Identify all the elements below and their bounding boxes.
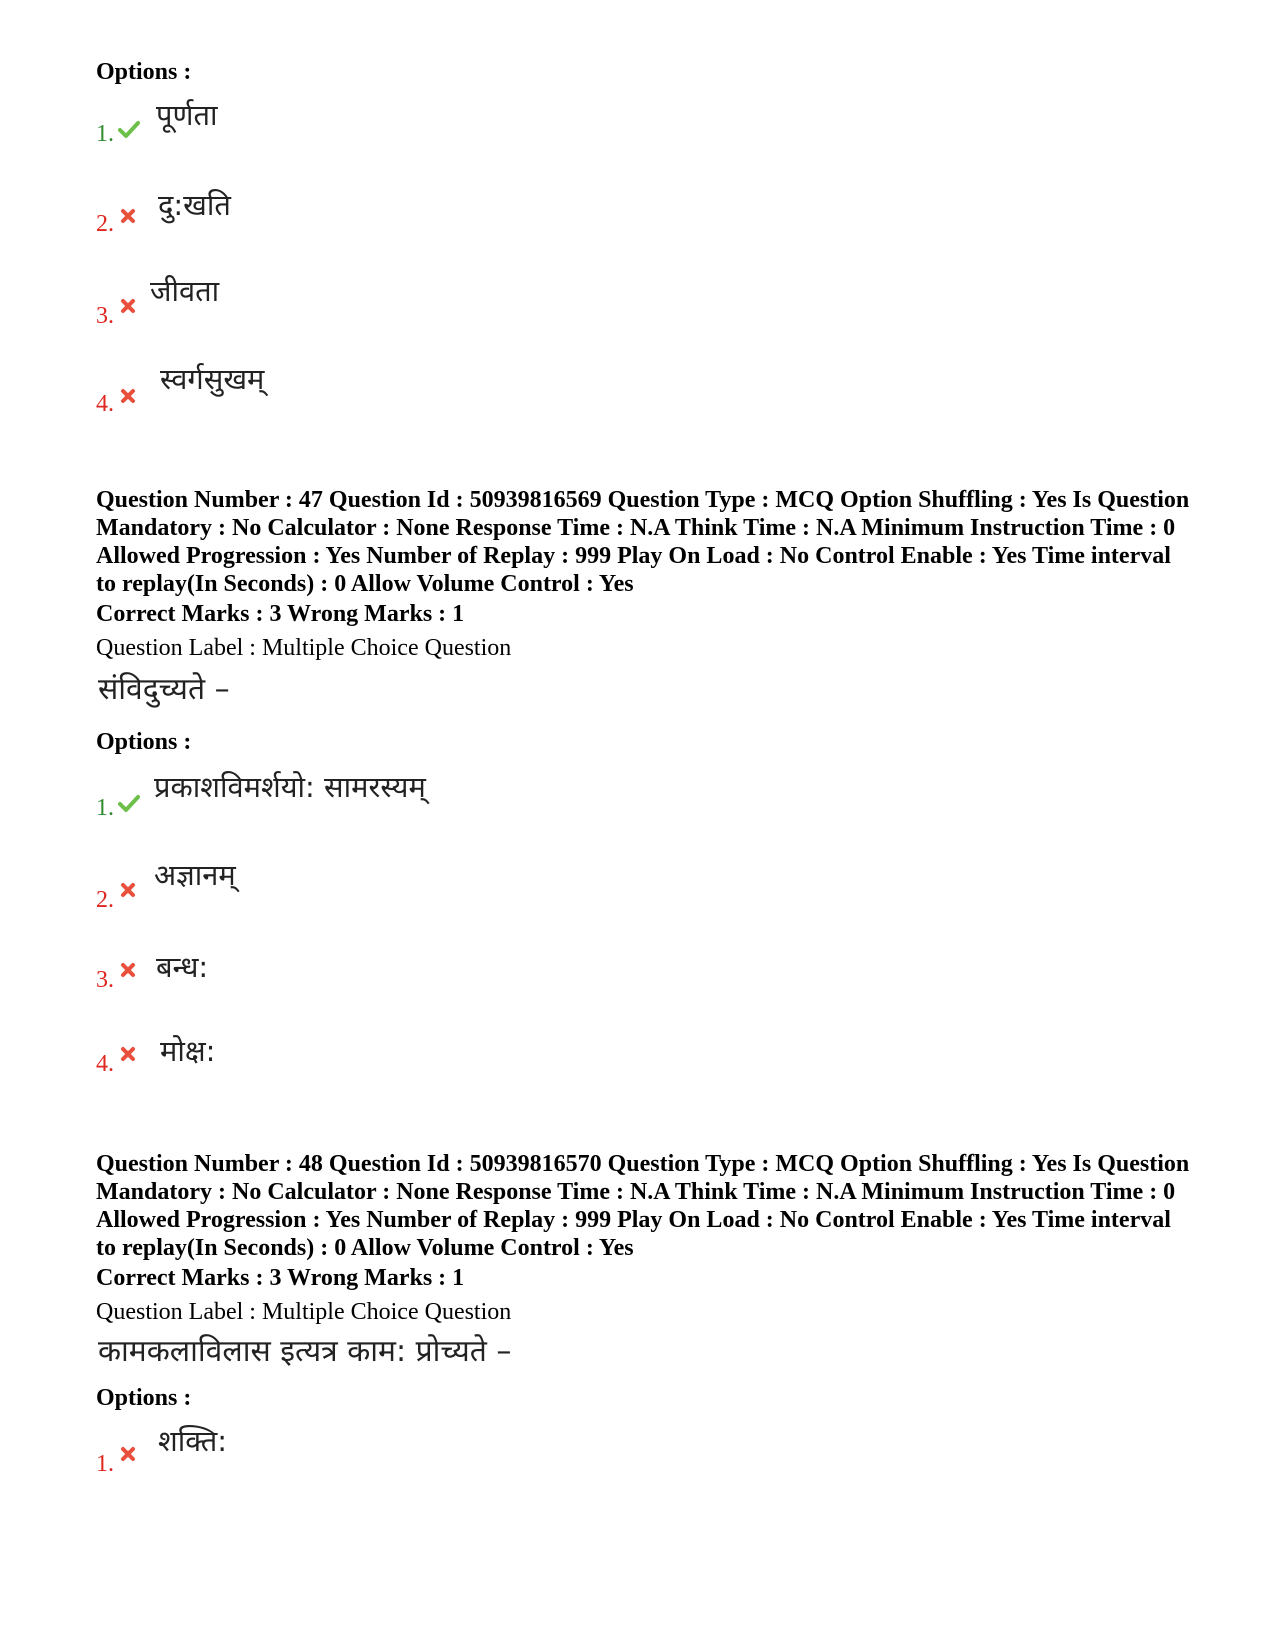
cross-icon <box>120 1446 136 1462</box>
option-text: अज्ञानम् <box>154 858 236 892</box>
option-number: 1. <box>96 1451 114 1477</box>
option-text: जीवता <box>150 274 220 308</box>
option-number: 4. <box>96 391 114 417</box>
cross-icon <box>120 208 136 224</box>
question-meta: Question Number : 48 Question Id : 50939816570 Question Type : MCQ Option Shuffling : Yes Is Question Mandatory : No Calculator : None Response Time : N.A Think Time : N.A Minimum Instruction Time : 0 Allowed Progression : Yes Number of Replay : 999 Play On Load : No Control Enable : Yes Time interval to replay(In Seconds) : 0 Allow Volume Control : Yes <box>96 1151 1190 1261</box>
option-number: 4. <box>96 1051 114 1077</box>
option-text: स्वर्गसुखम् <box>160 362 265 396</box>
question-marks: Correct Marks : 3 Wrong Marks : 1 <box>96 1265 465 1291</box>
option-text: पूर्णता <box>156 98 218 132</box>
option-text: प्रकाशविमर्शयो: सामरस्यम् <box>154 770 426 804</box>
option-text: शक्ति: <box>158 1424 228 1458</box>
cross-icon <box>120 388 136 404</box>
question-text: कामकलाविलास इत्यत्र काम: प्रोच्यते – <box>98 1334 512 1369</box>
cross-icon <box>120 1046 136 1062</box>
option-text: बन्ध: <box>156 950 209 984</box>
cross-icon <box>120 962 136 978</box>
options-label: Options : <box>96 1385 192 1411</box>
option-number: 3. <box>96 303 114 329</box>
cross-icon <box>120 298 136 314</box>
option-number: 1. <box>96 121 114 147</box>
check-icon <box>118 118 140 140</box>
option-text: मोक्ष: <box>160 1034 216 1068</box>
option-number: 3. <box>96 967 114 993</box>
question-text: संविदुच्यते – <box>98 672 230 707</box>
question-meta: Question Number : 47 Question Id : 50939816569 Question Type : MCQ Option Shuffling : Yes Is Question Mandatory : No Calculator : None Response Time : N.A Think Time : N.A Minimum Instruction Time : 0 Allowed Progression : Yes Number of Replay : 999 Play On Load : No Control Enable : Yes Time interval to replay(In Seconds) : 0 Allow Volume Control : Yes <box>96 487 1190 597</box>
question-label: Question Label : Multiple Choice Question <box>96 1299 512 1325</box>
check-icon <box>118 792 140 814</box>
question-marks: Correct Marks : 3 Wrong Marks : 1 <box>96 601 465 627</box>
options-label: Options : <box>96 59 192 85</box>
option-number: 1. <box>96 795 114 821</box>
option-number: 2. <box>96 887 114 913</box>
question-label: Question Label : Multiple Choice Question <box>96 635 512 661</box>
option-text: दु:खति <box>158 188 231 222</box>
cross-icon <box>120 882 136 898</box>
options-label: Options : <box>96 729 192 755</box>
option-number: 2. <box>96 211 114 237</box>
